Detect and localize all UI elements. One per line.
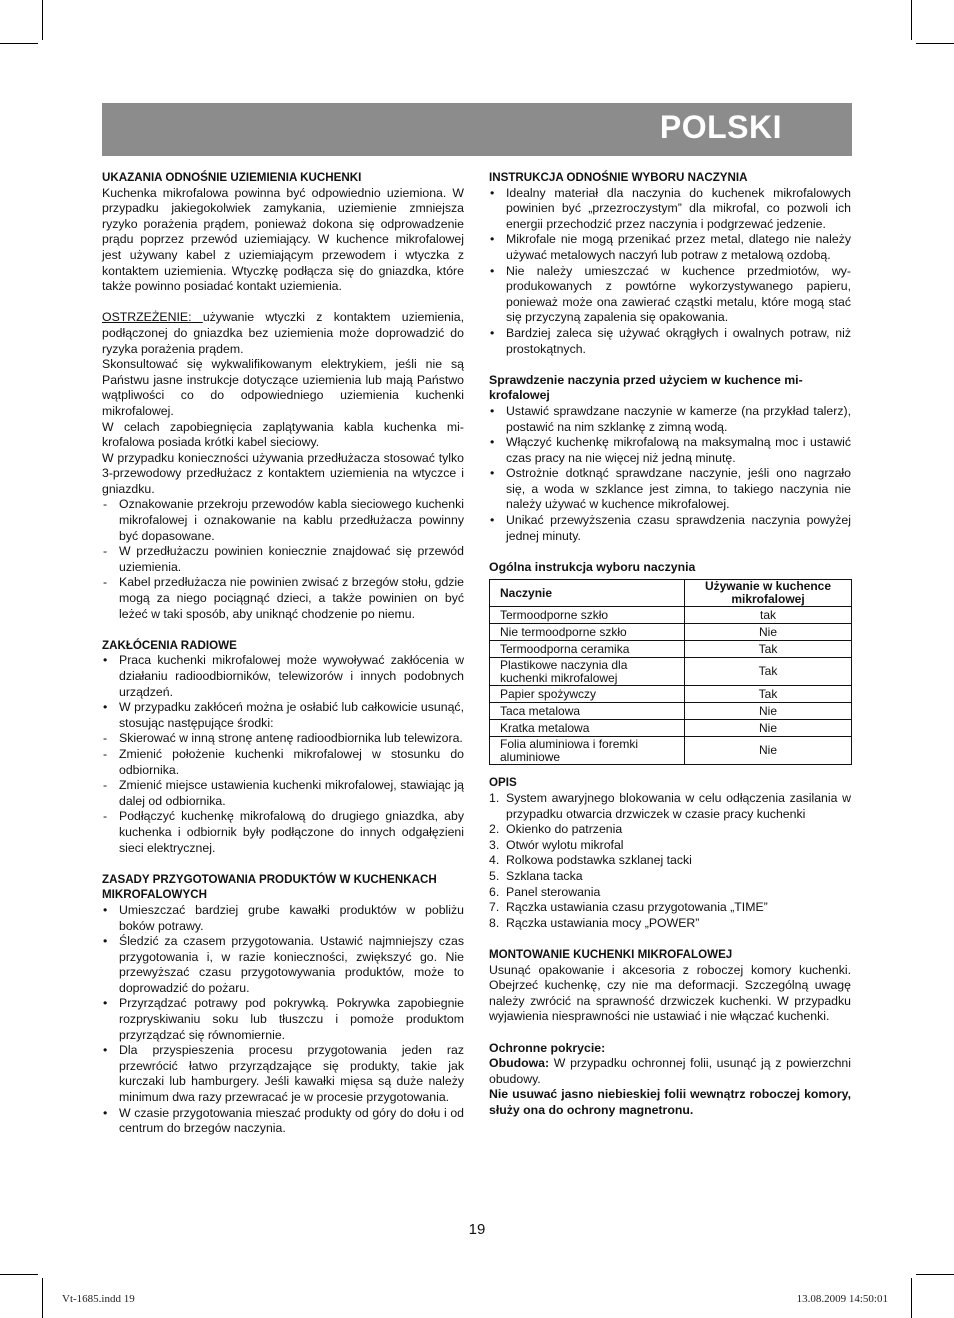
warning-label: OSTRZEŻENIE:	[102, 310, 203, 325]
table-row: Kratka metalowa Nie	[490, 720, 852, 737]
list-item: 4. Rolkowa podstawka szklanej tacki	[489, 853, 692, 868]
footer-file-info: Vt-1685.indd 19	[62, 1293, 135, 1305]
cooking-rules-heading: ZASADY PRZYGOTOWANIA PRODUKTÓW W KUCHENKACH MIKROFALOWYCH	[102, 872, 437, 902]
list-item: • Nie należy umieszczać w kuchence przedmiotów, wyprodukowanych z powtórne wykorzystywanego papieru, ponieważ może ona zawierać cząstki metalu, które mogą stać się przyczyną zapalenia się opakowania.	[490, 263, 851, 325]
list-item: 2. Okienko do patrzenia	[489, 822, 623, 837]
list-item: 8. Rączka ustawiania mocy „POWER”	[489, 915, 700, 930]
crop-mark	[42, 1278, 43, 1318]
list-item: - Oznakowanie przekroju przewodów kabla sieciowego kuchenki mikrofalowej i oznakowanie na kablu przedłużacza powinny być dopasowane.	[103, 497, 464, 543]
list-item: 5. Szklana tacka	[489, 869, 583, 883]
list-item: • Mikrofale nie mogą przenikać przez metal, dlatego nie należy używać metalowych naczyń lub potraw z metalową ozdobą.	[490, 232, 851, 262]
list-item: • W przypadku zakłóceń można je osłabić lub całkowicie usunąć, stosując następujące środki:	[103, 700, 464, 730]
list-item: - Zmienić położenie kuchenki mikrofalowej w stosunku do odbiornika.	[103, 746, 464, 777]
protective-cover-warning: Nie usuwać jasno niebieskiej folii wewnątrz roboczej komory, służy ona do ochrony magnetronu.	[489, 1087, 851, 1117]
grounding-warning	[102, 310, 464, 357]
list-item: • Ustawić sprawdzane naczynie w kamerze (na przykład talerz), postawić na nim szklankę z zimną wodą.	[490, 403, 851, 434]
crop-mark	[911, 0, 912, 40]
list-item: 1. System awaryjnego blokowania w celu odłączenia zasilania w przypadku otwarcia drzwiczek w czasie pracy kuchenki	[489, 791, 851, 821]
list-item: • Przyrządzać potrawy pod pokrywką. Pokrywka zapobiegnie rozpryskiwaniu soku lub tłuszczu i pomoże produktom przyrządzać się równomiernie.	[103, 996, 464, 1042]
list-item: • Bardziej zaleca się używać okrągłych i owalnych potraw, niż prostokątnych.	[490, 325, 851, 356]
installation-heading: MONTOWANIE KUCHENKI MIKROFALOWEJ	[489, 947, 733, 961]
crop-mark	[0, 1274, 38, 1275]
cookware-test-heading: Sprawdzenie naczynia przed użyciem w kuchence mikrofalowej	[489, 372, 803, 403]
list-item: 3. Otwór wylotu mikrofal	[489, 837, 624, 852]
grounding-paragraph: W przypadku konieczności używania przedłużacza stosować tylko 3-przewodowy przedłużacz z kontaktem uziemienia na wtyczce i gniazdku.	[102, 450, 464, 496]
grounding-paragraph: Kuchenka mikrofalowa powinna być odpowiednio uziemiona. W przypadku jakiegokolwiek zamykania, uziemienie zmniejsza ryzyko porażenia prądem, ponieważ dokona się odprowadzenie prądu poprzez przewód uziemiający. W kuchence mikrofalowej jest używany kabel z uziemiającym przewodem i wtyczka z kontaktem uziemienia. Wtyczkę podłącza się do gniazdka, które także powinno posiadać kontakt uziemienia.	[102, 185, 464, 294]
table-row: Termoodporne szkło tak	[490, 607, 852, 624]
list-item: • Praca kuchenki mikrofalowej może wywoływać zakłócenia w działaniu radioodbiorników, telewizorów i innych podobnych urządzeń.	[103, 653, 464, 699]
radio-interference-heading: ZAKŁÓCENIA RADIOWE	[102, 638, 237, 652]
housing-text: W przypadku ochronnej folii, usunąć ją z powierzchni obudowy.	[489, 1056, 851, 1086]
crop-mark	[916, 43, 954, 44]
table-row: Taca metalowa Nie	[490, 703, 852, 720]
crop-mark	[916, 1274, 954, 1275]
table-row: Plastikowe naczynia dla kuchenki mikrofalowej Tak	[490, 658, 852, 686]
language-header-bar	[102, 103, 852, 156]
warning-text: używanie wtyczki z kontaktem uziemienia, podłączonej do gniazdka bez uziemienia może doprowadzić do ryzyka porażenia prądem.	[102, 310, 464, 356]
housing-label: Obudowa:	[489, 1056, 550, 1071]
table-row: Folia aluminiowa i foremki aluminiowe Nie	[490, 737, 852, 765]
footer-date: 13.08.2009 14:50:01	[796, 1293, 888, 1305]
list-item: 7. Rączka ustawiania czasu przygotowania „TIME”	[489, 900, 768, 915]
crop-mark	[0, 43, 38, 44]
grounding-paragraph: Skonsultować się wykwalifikowanym elektrykiem, jeśli nie są Państwu jasne instrukcje dotyczące uziemienia lub mają Państwo wątpliwości co do odpowiedniego uziemienia kuchenki mikrofalowej.	[102, 357, 464, 418]
list-item: - Podłączyć kuchenkę mikrofalową do drugiego gniazdka, aby kuchenka i odbiornik były podłączone do innych odgałęzieni sieci elektrycznej.	[103, 809, 464, 855]
installation-paragraph: Usunąć opakowanie i akcesoria z roboczej komory kuchenki. Obejrzeć kuchenkę, czy nie ma deformacji. Szczególną uwagę należy zwrócić na sprawność drzwiczek kuchenki. W przypadku wyjawienia niesprawności nie ustawiać i nie włączać kuchenki.	[489, 962, 851, 1024]
crop-mark	[42, 0, 43, 40]
grounding-heading: UKAZANIA ODNOŚNIE UZIEMIENIA KUCHENKI	[102, 171, 362, 184]
description-heading: OPIS	[489, 776, 517, 790]
list-item: • Ostrożnie dotknąć sprawdzane naczynie, jeśli ono nagrzało się, a woda w szklance jest zimna, to takiego naczynia nie należy używać w kuchence mikrofalowej.	[490, 466, 851, 512]
cookware-heading: INSTRUKCJA ODNOŚNIE WYBORU NACZYNIA	[489, 171, 748, 184]
list-item: - Zmienić miejsce ustawienia kuchenki mikrofalowej, stawiając ją dalej od odbiornika.	[103, 778, 464, 808]
protective-cover-paragraph	[489, 1056, 851, 1087]
list-item: • W czasie przygotowania mieszać produkty od góry do dołu i od centrum do brzegów naczynia.	[103, 1105, 464, 1136]
list-item: - W przedłużaczu powinien koniecznie znajdować się przewód uziemienia.	[103, 544, 464, 574]
list-item: • Unikać przewyższenia czasu sprawdzenia naczynia powyżej jednej minuty.	[490, 513, 851, 543]
table-header-cell: Naczynie	[490, 580, 685, 607]
page-number: 19	[468, 1221, 486, 1238]
table-row: Nie termoodporne szkło Nie	[490, 624, 852, 641]
list-item: - Skierować w inną stronę antenę radioodbiornika lub telewizora.	[103, 731, 463, 746]
list-item: • Idealny materiał dla naczynia do kuchenek mikrofalowych powinien być „przezroczystym” dla mikrofal, co pozwoli ich energii przechodzić przez naczynia i podgrzewać jedzenie.	[490, 185, 851, 231]
cookware-table-heading: Ogólna instrukcja wyboru naczynia	[489, 559, 696, 574]
left-column	[102, 170, 464, 1137]
right-column	[489, 170, 851, 1119]
crop-mark	[911, 1278, 912, 1318]
cookware-table	[489, 579, 852, 765]
protective-cover-heading: Ochronne pokrycie:	[489, 1040, 606, 1055]
grounding-paragraph: W celach zapobiegnięcia zaplątywania kabla kuchenka mikrofalowa posiada krótki kabel sieciowy.	[102, 419, 464, 450]
language-title: POLSKI	[659, 109, 782, 145]
table-header-row	[490, 580, 852, 607]
list-item: - Kabel przedłużacza nie powinien zwisać z brzegów stołu, gdzie mogą za niego pociągnąć dzieci, a także powinien on być leżeć w taki sposób, aby uniknąć chodzenie po niemu.	[103, 575, 464, 621]
table-header-cell: Używanie w kuchence mikrofalowej	[685, 580, 852, 607]
list-item: • Umieszczać bardziej grube kawałki produktów w pobliżu boków potrawy.	[103, 902, 464, 933]
list-item: • Śledzić za czasem przygotowania. Ustawić najmniejszy czas przygotowania i, w razie konieczności, zwiększyć go. Nie przewyższać czasu przygotowywania produktów, może to doprowadzić do pożaru.	[103, 934, 464, 995]
table-row: Termoodporna ceramika Tak	[490, 641, 852, 658]
list-item: • Dla przyspieszenia procesu przygotowania jeden raz przewrócić łatwo przyrządzające się produkty, takie jak kurczaki lub hamburgery. Jeśli kawałki mięsa są duże należy minimum dwa razy przewracać je w procesie przygotowania.	[103, 1043, 464, 1105]
table-row: Papier spożywczy Tak	[490, 686, 852, 703]
list-item: 6. Panel sterowania	[489, 884, 601, 899]
list-item: • Włączyć kuchenkę mikrofalową na maksymalną moc i ustawić czas pracy na nie więcej niż jedną minutę.	[490, 435, 851, 465]
